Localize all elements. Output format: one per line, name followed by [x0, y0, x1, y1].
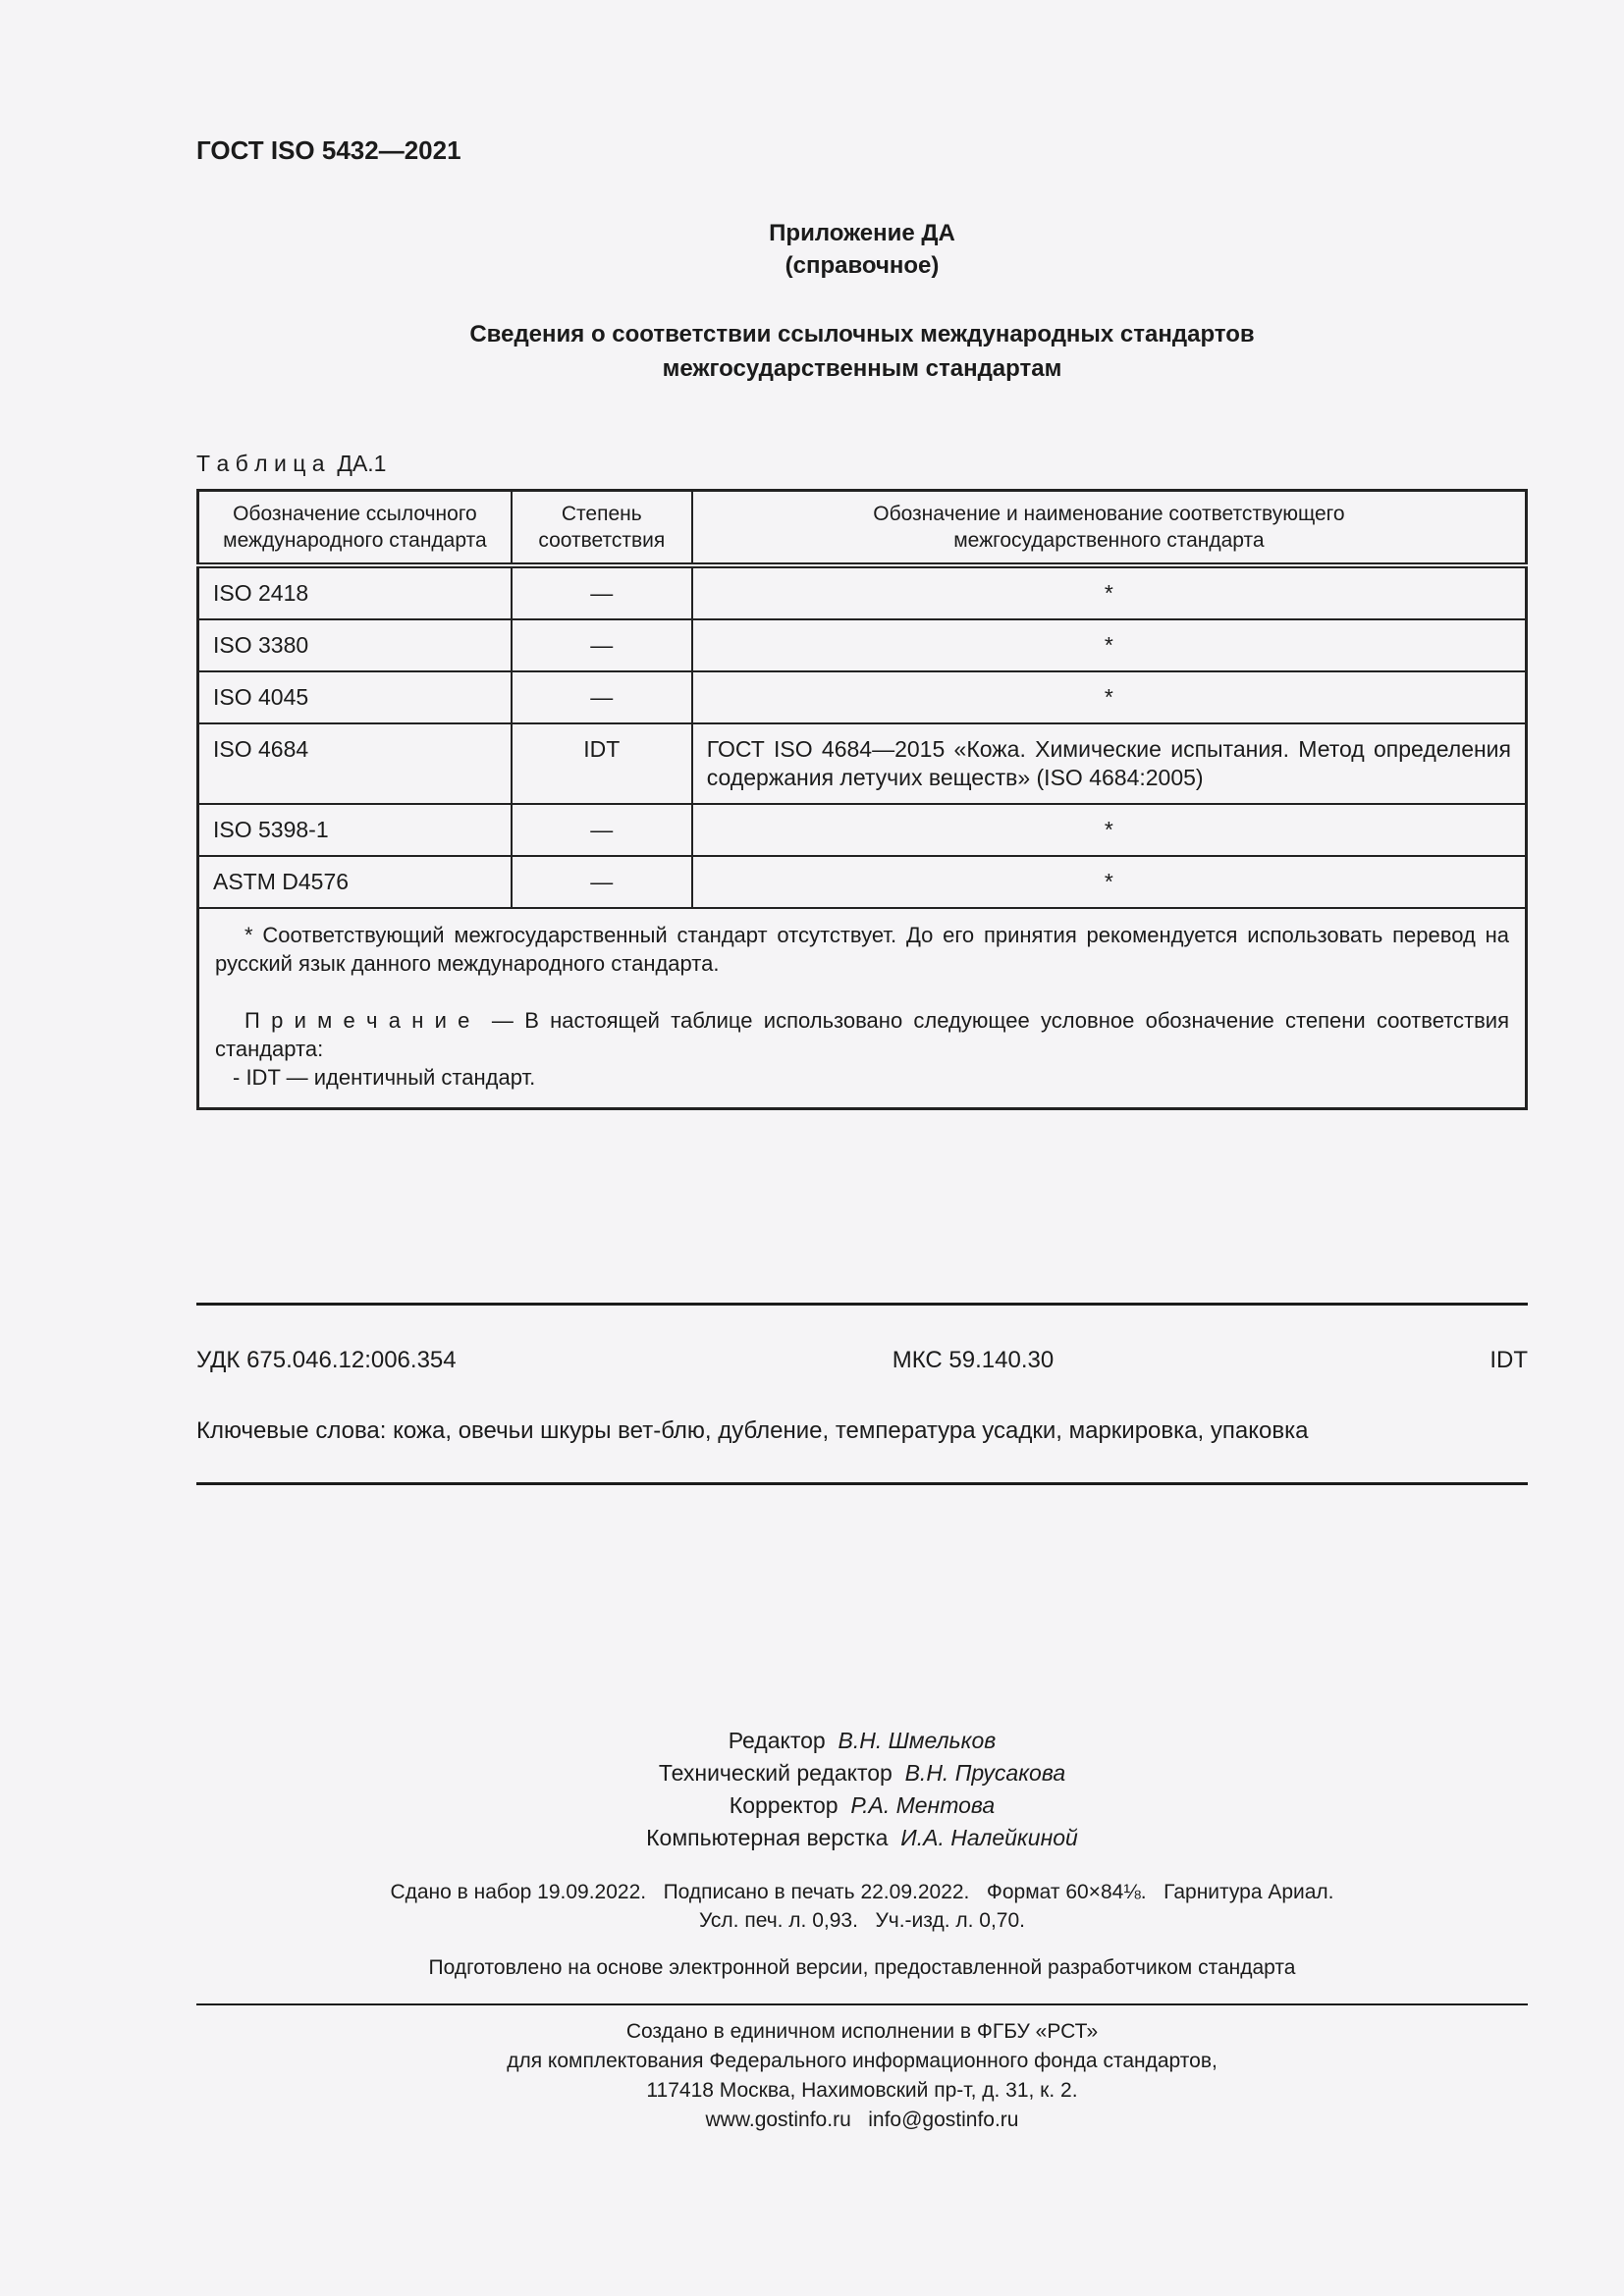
typeset-line1: Сдано в набор 19.09.2022. Подписано в печать 22.09.2022. Формат 60×84⅛. Гарнитура Ариал.	[390, 1881, 1334, 1903]
cell-match: *	[692, 565, 1527, 619]
table-header-row	[198, 491, 1527, 566]
col-header-degree: Степень соответствия	[512, 491, 692, 566]
cell-match: *	[692, 856, 1527, 908]
table-row	[198, 723, 1527, 804]
meta-row	[196, 1347, 1528, 1374]
table-row	[198, 619, 1527, 671]
annex-subtitle: (справочное)	[785, 252, 940, 279]
col-header-matching-standard: Обозначение и наименование соответствующего межгосударственного стандарта	[692, 491, 1527, 566]
staff-name: И.А. Налейкиной	[900, 1825, 1078, 1850]
footnote-text: * Соответствующий межгосударственный стандарт отсутствует. До его принятия рекомендуется использовать перевод на русский язык данного международного стандарта.	[215, 923, 1509, 976]
typeset-block	[196, 1878, 1528, 1935]
col-header-ref-standard: Обозначение ссылочного международного стандарта	[198, 491, 512, 566]
cell-standard: ASTM D4576	[198, 856, 512, 908]
cell-standard: ISO 4045	[198, 671, 512, 723]
staff-name: В.Н. Шмельков	[838, 1728, 997, 1753]
idt-mark: IDT	[1489, 1347, 1528, 1373]
footnote-cell	[198, 908, 1527, 1109]
annex-title: Приложение ДА	[769, 220, 955, 246]
divider-top	[196, 1303, 1528, 1306]
cell-standard: ISO 4684	[198, 723, 512, 804]
imprint-line-purpose: для комплектования Федерального информационного фонда стандартов,	[507, 2050, 1218, 2072]
correspondence-table	[196, 489, 1528, 1110]
typeset-line2: Усл. печ. л. 0,93. Уч.-изд. л. 0,70.	[698, 1909, 1025, 1932]
staff-label: Технический редактор	[658, 1760, 905, 1786]
imprint-line-address: 117418 Москва, Нахимовский пр-т, д. 31, к. 2.	[646, 2079, 1078, 2102]
cell-standard: ISO 3380	[198, 619, 512, 671]
cell-standard: ISO 5398-1	[198, 804, 512, 856]
doc-code: ГОСТ ISO 5432—2021	[196, 135, 461, 165]
annex-heading	[196, 217, 1528, 282]
cell-match: ГОСТ ISO 4684—2015 «Кожа. Химические испытания. Метод определения содержания летучих веществ» (ISO 4684:2005)	[692, 723, 1527, 804]
staff-line-corrector	[196, 1789, 1528, 1822]
keywords-line: Ключевые слова: кожа, овечьи шкуры вет-блю, дубление, температура усадки, маркировка, упаковка	[196, 1417, 1309, 1444]
table-row	[198, 804, 1527, 856]
staff-label: Редактор	[728, 1728, 839, 1753]
staff-line-technical-editor	[196, 1757, 1528, 1789]
cell-degree: IDT	[512, 723, 692, 804]
cell-standard: ISO 2418	[198, 565, 512, 619]
section-heading	[196, 317, 1528, 386]
prepared-line: Подготовлено на основе электронной версии, предоставленной разработчиком стандарта	[428, 1956, 1296, 1979]
note-item: - IDT — идентичный стандарт.	[233, 1065, 536, 1090]
cell-degree: —	[512, 804, 692, 856]
cell-match: *	[692, 671, 1527, 723]
cell-degree: —	[512, 619, 692, 671]
colophon	[196, 1725, 1528, 2135]
table-row	[198, 565, 1527, 619]
cell-match: *	[692, 804, 1527, 856]
staff-name: Р.А. Ментова	[850, 1792, 996, 1818]
staff-label: Компьютерная верстка	[646, 1825, 901, 1850]
divider-keywords	[196, 1482, 1528, 1485]
table-footnote-row	[198, 908, 1527, 1109]
note-text: П р и м е ч а н и е — В настоящей таблице использовано следующее условное обозначение степени соответствия стандарта:	[215, 1008, 1516, 1061]
cell-degree: —	[512, 565, 692, 619]
table-row	[198, 856, 1527, 908]
imprint-line-org: Создано в единичном исполнении в ФГБУ «РСТ»	[625, 2020, 1099, 2043]
staff-name: В.Н. Прусакова	[904, 1760, 1066, 1786]
udk-code: УДК 675.046.12:006.354	[196, 1347, 457, 1373]
table-caption: Т а б л и ц а ДА.1	[196, 451, 387, 476]
divider-imprint	[196, 2003, 1528, 2005]
table-row	[198, 671, 1527, 723]
cell-degree: —	[512, 671, 692, 723]
imprint-block	[196, 2017, 1528, 2135]
section-heading-line1: Сведения о соответствии ссылочных международных стандартов	[469, 321, 1255, 347]
imprint-line-contacts: www.gostinfo.ru info@gostinfo.ru	[705, 2109, 1019, 2131]
section-heading-line2: межгосударственным стандартам	[662, 355, 1062, 382]
cell-match: *	[692, 619, 1527, 671]
cell-degree: —	[512, 856, 692, 908]
staff-line-layout	[196, 1822, 1528, 1854]
mks-code: МКС 59.140.30	[892, 1347, 1055, 1373]
staff-label: Корректор	[729, 1792, 851, 1818]
staff-line-editor	[196, 1725, 1528, 1757]
